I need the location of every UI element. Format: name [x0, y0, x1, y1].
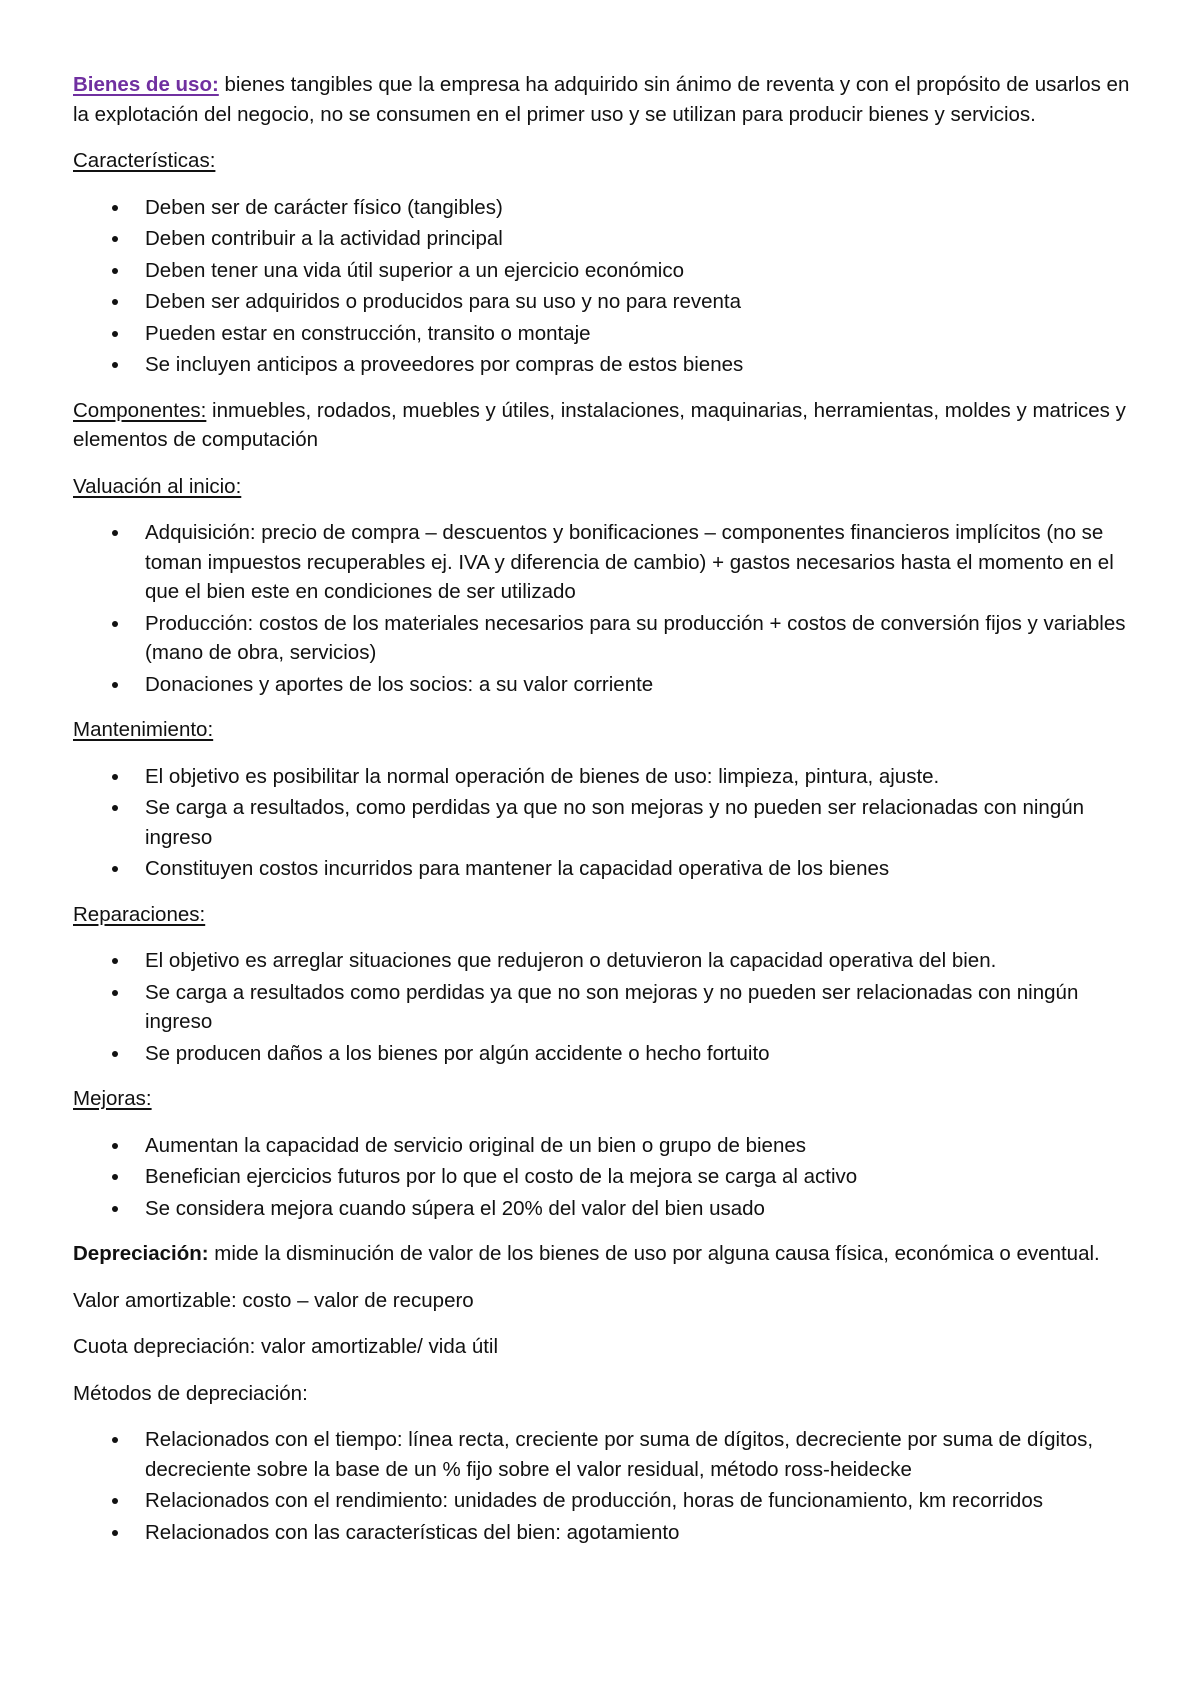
list-item: Deben contribuir a la actividad principal	[145, 224, 1140, 254]
bienes-de-uso-paragraph	[73, 70, 1140, 129]
list-item: El objetivo es arreglar situaciones que redujeron o detuvieron la capacidad operativa del bien.	[145, 946, 1140, 976]
mejoras-heading: Mejoras:	[73, 1087, 152, 1110]
list-item: Se producen daños a los bienes por algún accidente o hecho fortuito	[145, 1039, 1140, 1069]
list-item: Deben ser de carácter físico (tangibles)	[145, 193, 1140, 223]
list-item: Pueden estar en construcción, transito o montaje	[145, 319, 1140, 349]
componentes-paragraph	[73, 396, 1140, 455]
bienes-de-uso-text: bienes tangibles que la empresa ha adquirido sin ánimo de reventa y con el propósito de usarlos en la explotación del negocio, no se consumen en el primer uso y se utilizan para producir bienes y servicios.	[73, 73, 1130, 126]
componentes-text: inmuebles, rodados, muebles y útiles, instalaciones, maquinarias, herramientas, moldes y matrices y elementos de computación	[73, 398, 1126, 451]
metodos-list	[73, 1425, 1140, 1547]
depreciacion-text: mide la disminución de valor de los bienes de uso por alguna causa física, económica o eventual.	[208, 1242, 1100, 1265]
mantenimiento-list	[73, 762, 1140, 884]
list-item: Deben tener una vida útil superior a un ejercicio económico	[145, 256, 1140, 286]
list-item: Se considera mejora cuando súpera el 20% del valor del bien usado	[145, 1194, 1140, 1224]
list-item: Adquisición: precio de compra – descuentos y bonificaciones – componentes financieros implícitos (no se toman impuestos recuperables ej. IVA y diferencia de cambio) + gastos necesarios hasta el momento en el que el bien este en condiciones de ser utilizado	[145, 518, 1140, 607]
list-item: Se incluyen anticipos a proveedores por compras de estos bienes	[145, 350, 1140, 380]
cuota-depreciacion-line: Cuota depreciación: valor amortizable/ vida útil	[73, 1335, 499, 1358]
list-item: Deben ser adquiridos o producidos para su uso y no para reventa	[145, 287, 1140, 317]
caracteristicas-list	[73, 193, 1140, 380]
list-item: Se carga a resultados, como perdidas ya que no son mejoras y no pueden ser relacionadas con ningún ingreso	[145, 793, 1140, 852]
mejoras-list	[73, 1131, 1140, 1224]
valuacion-list	[73, 518, 1140, 699]
bienes-de-uso-term[interactable]: Bienes de uso:	[73, 73, 219, 96]
list-item: Se carga a resultados como perdidas ya que no son mejoras y no pueden ser relacionadas con ningún ingreso	[145, 978, 1140, 1037]
list-item: Aumentan la capacidad de servicio original de un bien o grupo de bienes	[145, 1131, 1140, 1161]
list-item: Relacionados con el tiempo: línea recta, creciente por suma de dígitos, decreciente por suma de dígitos, decreciente sobre la base de un % fijo sobre el valor residual, método ross-heidecke	[145, 1425, 1140, 1484]
list-item: Constituyen costos incurridos para mantener la capacidad operativa de los bienes	[145, 854, 1140, 884]
depreciacion-term: Depreciación:	[73, 1242, 209, 1265]
componentes-heading: Componentes:	[73, 398, 207, 422]
list-item: Benefician ejercicios futuros por lo que el costo de la mejora se carga al activo	[145, 1162, 1140, 1192]
valor-amortizable-line: Valor amortizable: costo – valor de recupero	[73, 1288, 474, 1312]
depreciacion-paragraph	[73, 1239, 1140, 1269]
valuacion-heading: Valuación al inicio:	[73, 474, 242, 498]
reparaciones-list	[73, 946, 1140, 1068]
list-item: El objetivo es posibilitar la normal operación de bienes de uso: limpieza, pintura, ajuste.	[145, 762, 1140, 792]
list-item: Producción: costos de los materiales necesarios para su producción + costos de conversión fijos y variables (mano de obra, servicios)	[145, 609, 1140, 668]
caracteristicas-heading: Características:	[73, 149, 216, 172]
reparaciones-heading: Reparaciones:	[73, 902, 206, 926]
list-item: Donaciones y aportes de los socios: a su valor corriente	[145, 670, 1140, 700]
list-item: Relacionados con las características del bien: agotamiento	[145, 1518, 1140, 1548]
list-item: Relacionados con el rendimiento: unidades de producción, horas de funcionamiento, km recorridos	[145, 1486, 1140, 1516]
mantenimiento-heading: Mantenimiento:	[73, 718, 214, 741]
metodos-heading: Métodos de depreciación:	[73, 1381, 308, 1405]
